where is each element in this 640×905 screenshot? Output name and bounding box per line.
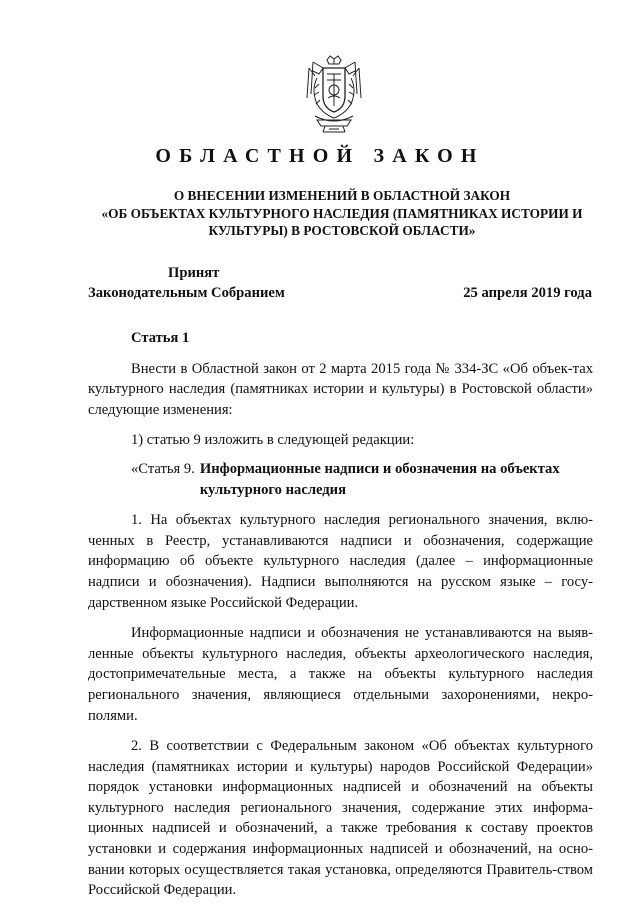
adoption-date: 25 апреля 2019 года [463,285,592,301]
article-heading: Статья 1 [131,330,190,346]
amendment-item: 1) статью 9 изложить в следующей редакции: [131,432,415,449]
article9-title: Информационные надписи и обозначения на объектах культурного наследия [199,460,560,498]
subtitle-line: «ОБ ОБЪЕКТАХ КУЛЬТУРНОГО НАСЛЕДИЯ (ПАМЯТНИКАХ ИСТОРИИ И [101,205,583,221]
article-content [88,328,593,901]
adopted-label: Принят [168,265,220,281]
article9-paragraph: Информационные надписи и обозначения не устанавливаются на выяв-ленные объекты культурного наследия, объекты археологического наследия, достопримечательные места, а также на объекты культурного наследия регионального значения, являющиеся отдельными захоронениями, некро-полями. [88,625,593,724]
law-title: ОБЛАСТНОЙ ЗАКОН [155,145,485,167]
law-subtitle [92,187,592,240]
subtitle-line: КУЛЬТУРЫ) В РОСТОВСКОЙ ОБЛАСТИ» [208,223,476,238]
article9-number: «Статья 9. [131,460,195,477]
adoption-block [88,263,592,303]
coat-of-arms-emblem [303,54,365,134]
article9-heading [88,459,593,500]
article-intro: Внести в Областной закон от 2 марта 2015 года № 334-ЗС «Об объек-тах культурного наследия (памятниках истории и культуры) в Ростовской области» следующие изменения: [88,360,593,418]
article9-paragraph: 2. В соответствии с Федеральным законом «Об объектах культурного наследия (памятниках истории и культуры) народов Российской Федерации» порядок установки информационных надписей и обозначений на объекты культурного наследия регионального значения, содержание этих информа-ционных надписей и обозначений, а также требования к составу проектов установки и содержания информационных надписей и обозначений, на осно-вании которых осуществляется такая установка, определяются Правитель-ством Российской Федерации. [88,738,593,899]
adopted-by: Законодательным Собранием [88,285,285,301]
subtitle-line: О ВНЕСЕНИИ ИЗМЕНЕНИЙ В ОБЛАСТНОЙ ЗАКОН [173,188,511,203]
article9-paragraph: 1. На объектах культурного наследия регионального значения, вклю-ченных в Реестр, устанавливаются надписи и обозначения, содержащие информацию об объекте культурного наследия (далее – информационные надписи и обозначения). Надписи выполняются на русском языке – госу-дарственном языке Российской Федерации. [88,512,593,611]
